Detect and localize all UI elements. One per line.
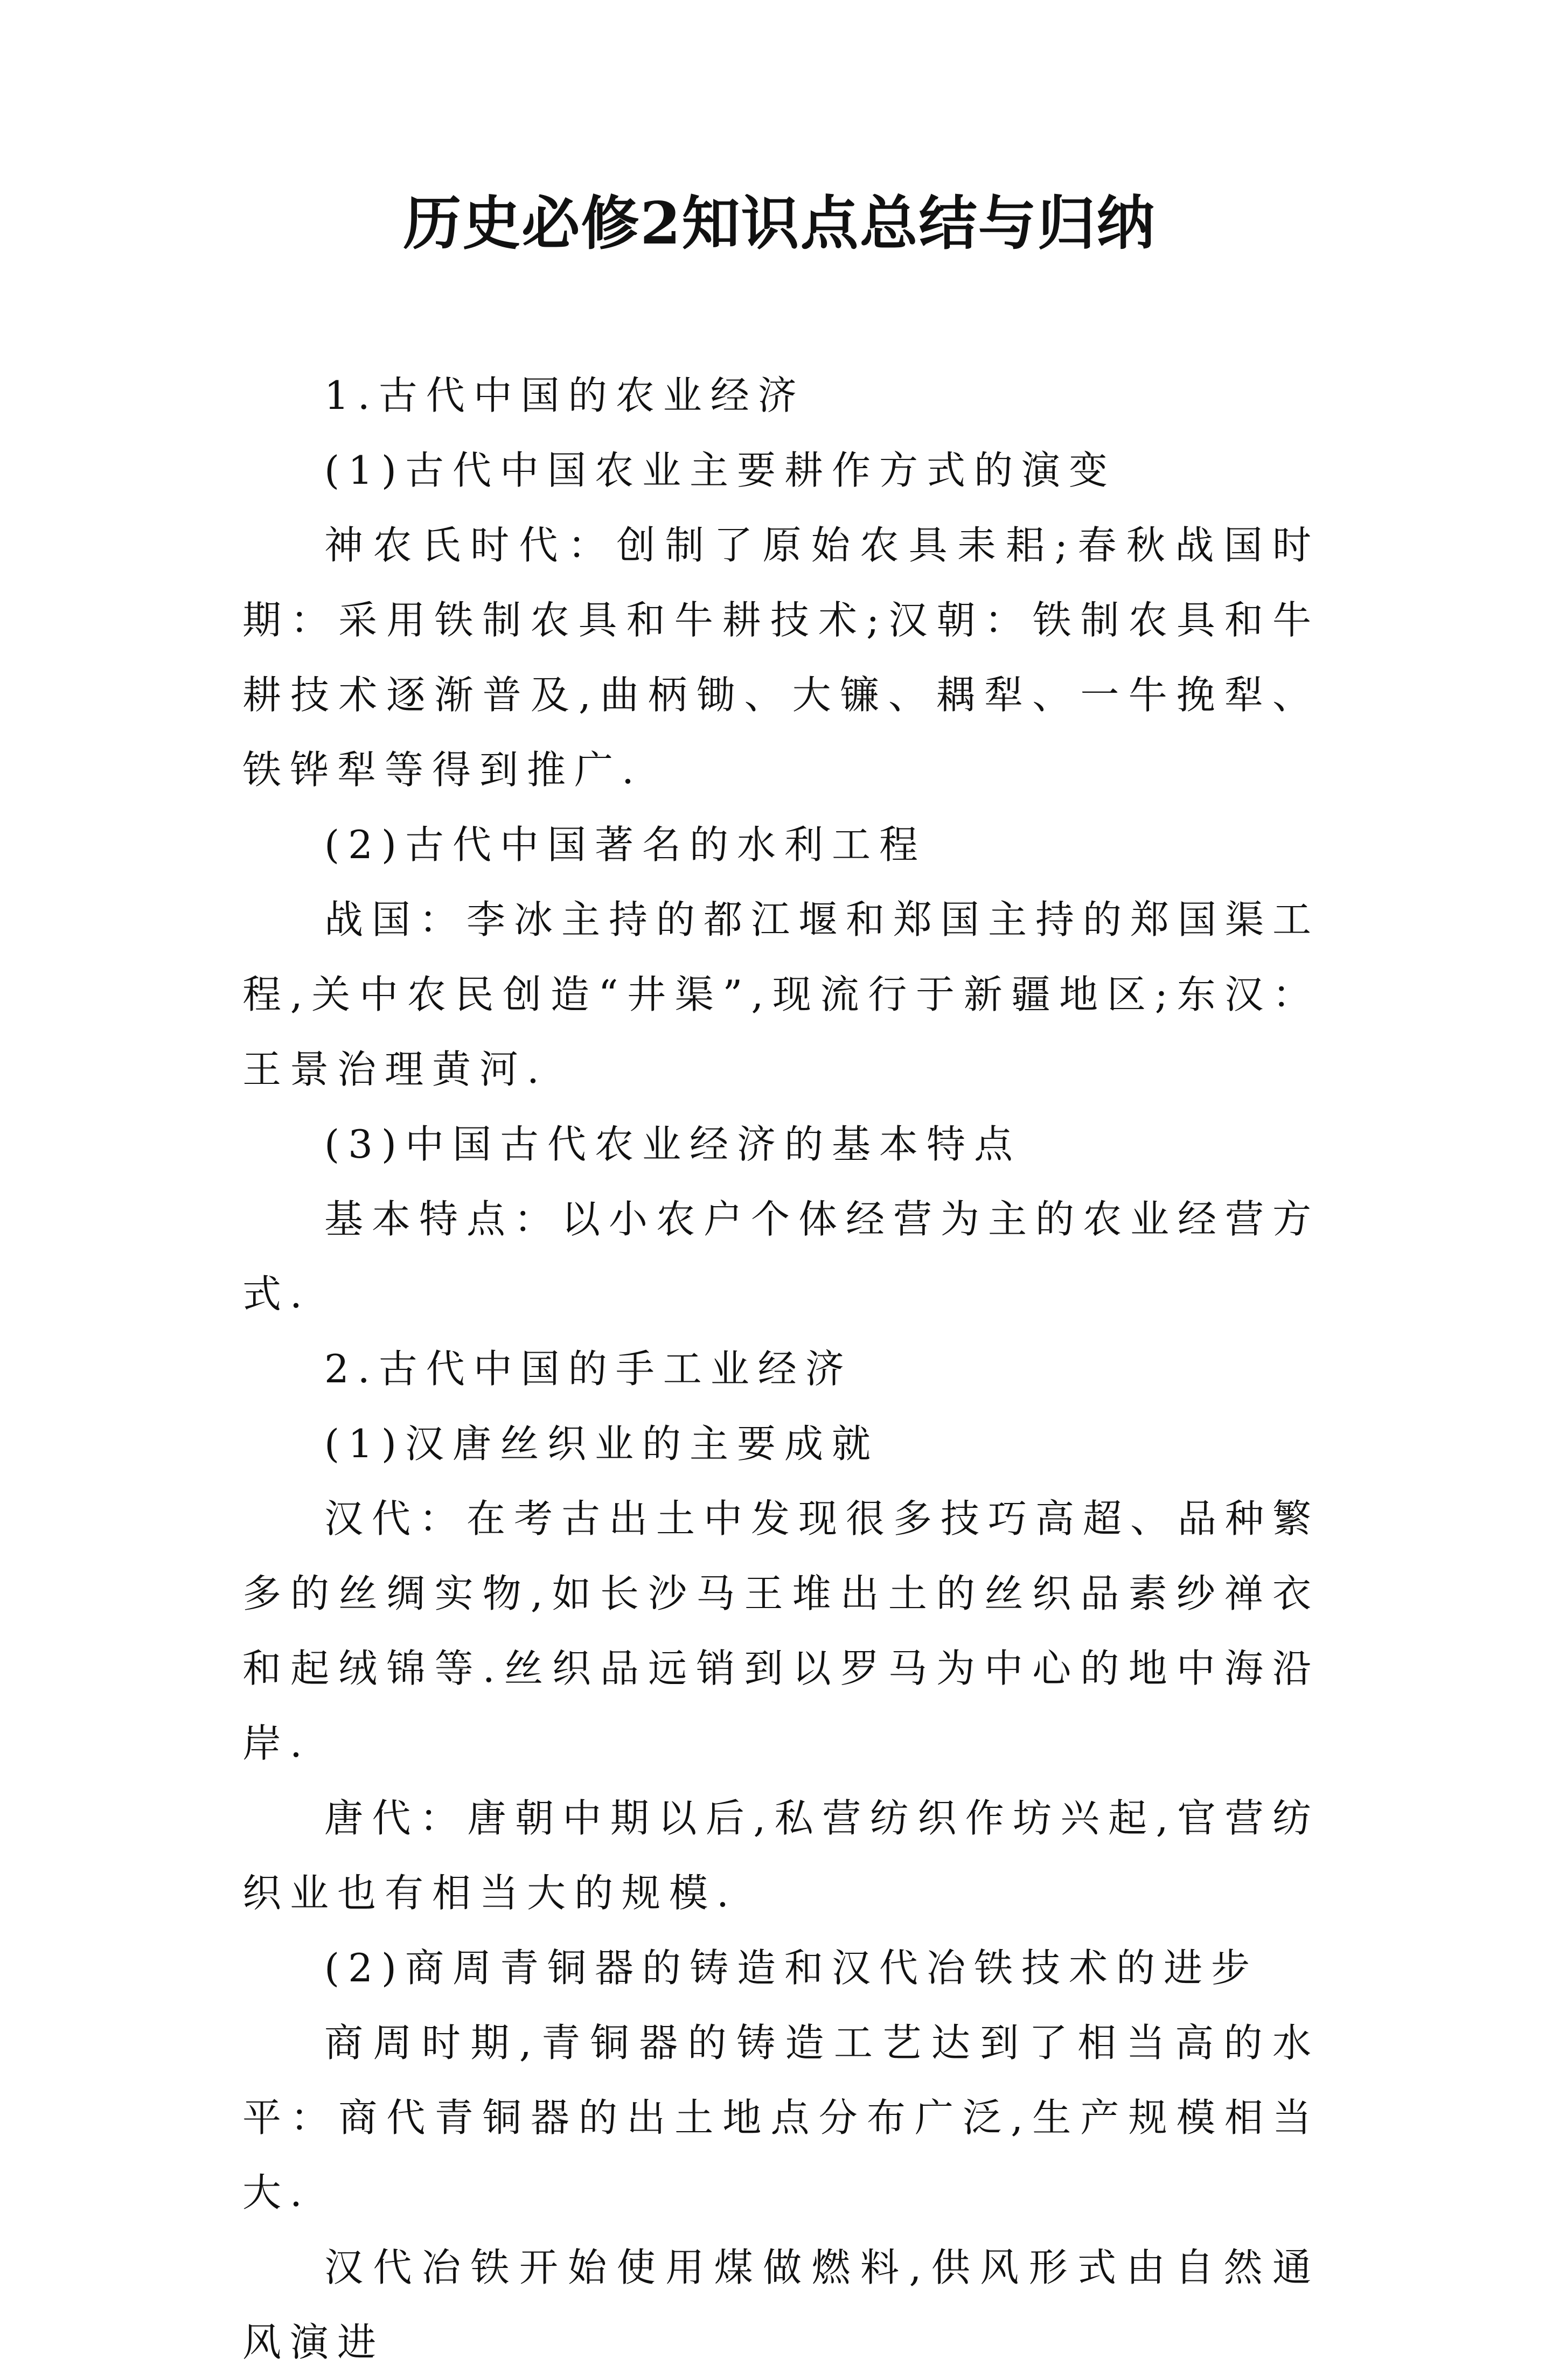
subsection-heading: (1)汉唐丝织业的主要成就: [324, 1421, 879, 1466]
subsection-heading: (2)商周青铜器的铸造和汉代冶铁技术的进步: [324, 1945, 1258, 1991]
body-paragraph: 汉代冶铁开始使用煤做燃料,供风形式由自然通风演进: [242, 2245, 1320, 2365]
body-paragraph: 商周时期,青铜器的铸造工艺达到了相当高的水平：商代青铜器的出土地点分布广泛,生产规模相当大.: [242, 2020, 1320, 2215]
body-paragraph: 唐代：唐朝中期以后,私营纺织作坊兴起,官营纺织业也有相当大的规模.: [242, 1796, 1320, 1916]
section-heading: 1.古代中国的农业经济: [324, 373, 805, 418]
document-title: 历史必修2知识点总结与归纳: [403, 190, 1156, 258]
document-body: [242, 358, 1320, 2380]
body-paragraph: 神农氏时代：创制了原始农具耒耜;春秋战国时期：采用铁制农具和牛耕技术;汉朝：铁制农具和牛耕技术逐渐普及,曲柄锄、大镰、耦犁、一牛挽犁、铁铧犁等得到推广.: [242, 523, 1320, 792]
section-heading: 2.古代中国的手工业经济: [324, 1346, 853, 1391]
subsection-heading: (3)中国古代农业经济的基本特点: [324, 1122, 1021, 1167]
subsection-heading: (1)古代中国农业主要耕作方式的演变: [324, 448, 1116, 493]
subsection-heading: (2)古代中国著名的水利工程: [324, 822, 927, 867]
body-paragraph: 基本特点：以小农户个体经营为主的农业经营方式.: [242, 1196, 1320, 1317]
body-paragraph: 战国：李冰主持的都江堰和郑国主持的郑国渠工程,关中农民创造“井渠”,现流行于新疆地区;东汉：王景治理黄河.: [242, 897, 1320, 1092]
body-paragraph: 汉代：在考古出土中发现很多技巧高超、品种繁多的丝绸实物,如长沙马王堆出土的丝织品素纱禅衣和起绒锦等.丝织品远销到以罗马为中心的地中海沿岸.: [242, 1496, 1320, 1766]
